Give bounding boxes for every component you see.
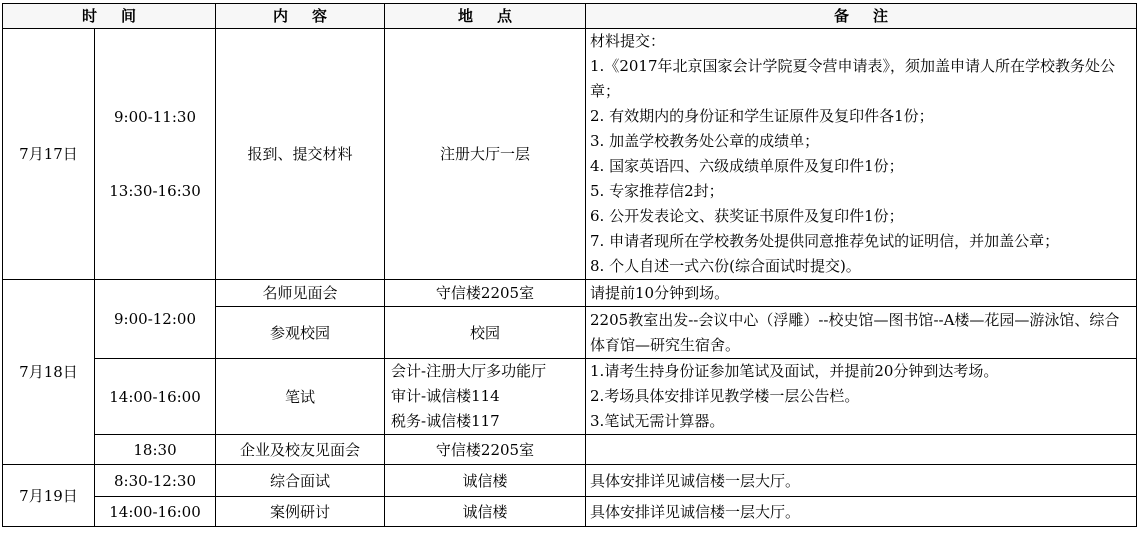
header-time: 时间 [3, 4, 216, 29]
time-cell: 8:30-12:30 [95, 465, 216, 497]
remark-cell: 具体安排详见诚信楼一层大厅。 [586, 497, 1137, 527]
note-line: 2. 有效期内的身份证和学生证原件及复印件各1份； [590, 107, 934, 125]
content-cell: 报到、提交材料 [216, 29, 385, 280]
table-row [3, 465, 1137, 497]
table-row [3, 29, 1137, 280]
schedule-document [2, 3, 1136, 533]
note-line: 4. 国家英语四、六级成绩单原件及复印件1份； [590, 157, 904, 175]
content-cell: 笔试 [216, 359, 385, 435]
remark-cell: 具体安排详见诚信楼一层大厅。 [586, 465, 1137, 497]
date-cell: 7月17日 [3, 29, 95, 280]
time-afternoon: 13:30-16:30 [109, 182, 201, 200]
place-cell: 校园 [385, 307, 586, 359]
place-cell: 诚信楼 [385, 497, 586, 527]
header-content: 内容 [216, 4, 385, 29]
place-cell: 守信楼2205室 [385, 435, 586, 465]
note-line: 1.请考生持身份证参加笔试及面试，并提前20分钟到达考场。 [590, 362, 999, 380]
table-row [3, 280, 1137, 307]
table-row [3, 497, 1137, 527]
place-cell [385, 359, 586, 435]
date-cell: 7月19日 [3, 465, 95, 527]
time-cell: 9:00-12:00 [95, 280, 216, 359]
date-cell: 7月18日 [3, 280, 95, 465]
note-line: 8. 个人自述一式六份(综合面试时提交)。 [590, 257, 861, 275]
note-line: 2.考场具体安排详见教学楼一层公告栏。 [590, 387, 860, 405]
note-line: 3. 加盖学校教务处公章的成绩单； [590, 132, 820, 150]
note-line: 6. 公开发表论文、获奖证书原件及复印件1份； [590, 207, 904, 225]
time-cell: 18:30 [95, 435, 216, 465]
note-line: 材料提交： [590, 32, 666, 50]
remark-cell [586, 435, 1137, 465]
time-morning: 9:00-11:30 [114, 108, 196, 126]
time-cell: 14:00-16:00 [95, 497, 216, 527]
table-row [3, 435, 1137, 465]
note-line: 5. 专家推荐信2封； [590, 182, 724, 200]
place-cell: 诚信楼 [385, 465, 586, 497]
content-cell: 名师见面会 [216, 280, 385, 307]
content-cell: 参观校园 [216, 307, 385, 359]
time-cell: 14:00-16:00 [95, 359, 216, 435]
remark-cell [586, 307, 1137, 359]
content-cell: 案例研讨 [216, 497, 385, 527]
remark-cell: 请提前10分钟到场。 [586, 280, 1137, 307]
header-place: 地点 [385, 4, 586, 29]
exam-place: 税务-诚信楼117 [391, 412, 500, 430]
exam-place: 审计-诚信楼114 [391, 387, 500, 405]
content-cell: 综合面试 [216, 465, 385, 497]
content-cell: 企业及校友见面会 [216, 435, 385, 465]
header-row [3, 4, 1137, 29]
remark-cell [586, 359, 1137, 435]
place-cell: 注册大厅一层 [385, 29, 586, 280]
table-row [3, 359, 1137, 435]
note-line: 3.笔试无需计算器。 [590, 412, 725, 430]
time-cell [95, 29, 216, 280]
note-line: 1.《2017年北京国家会计学院夏令营申请表》，须加盖申请人所在学校教务处公章； [590, 57, 1116, 100]
header-remark: 备注 [586, 4, 1137, 29]
note-line: 2205教室出发--会议中心（浮雕）--校史馆—图书馆--A楼—花园—游泳馆、综合体育馆—研究生宿舍。 [590, 310, 1120, 354]
place-cell: 守信楼2205室 [385, 280, 586, 307]
schedule-table [2, 3, 1137, 527]
exam-place: 会计-注册大厅多功能厅 [391, 362, 547, 380]
remark-cell [586, 29, 1137, 280]
note-line: 7. 申请者现所在学校教务处提供同意推荐免试的证明信，并加盖公章； [590, 232, 1060, 250]
